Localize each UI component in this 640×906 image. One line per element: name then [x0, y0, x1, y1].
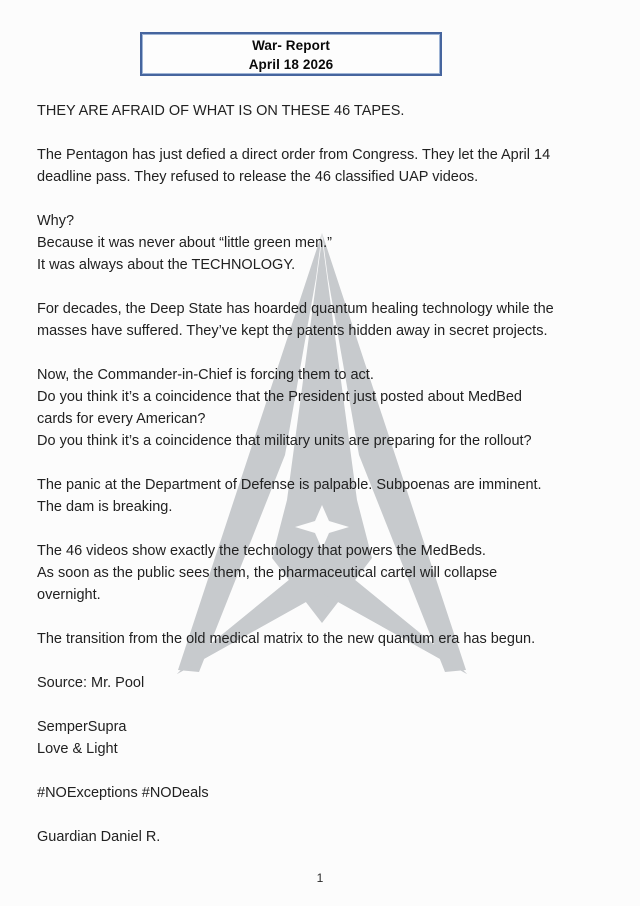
paragraph: Source: Mr. Pool [37, 675, 145, 691]
report-title: War- Report [252, 38, 330, 53]
paragraph: Now, the Commander-in-Chief is forcing them to act. Do you think it’s a coincidence that the President just posted about MedBed cards for every American? Do you think it’s a coincidence that military units are preparing for the rollout? [37, 367, 532, 449]
report-title-box [140, 32, 442, 76]
paragraph: The transition from the old medical matrix to the new quantum era has begun. [37, 631, 536, 647]
page-number: 1 [316, 871, 324, 885]
paragraph: SemperSupra Love & Light [37, 719, 127, 757]
paragraph: Why? Because it was never about “little green men.” It was always about the TECHNOLOGY. [37, 213, 332, 273]
paragraph: THEY ARE AFRAID OF WHAT IS ON THESE 46 TAPES. [37, 103, 405, 119]
paragraph: The 46 videos show exactly the technology that powers the MedBeds. As soon as the public sees them, the pharmaceutical cartel will collapse overnight. [37, 543, 498, 603]
paragraph: The panic at the Department of Defense is palpable. Subpoenas are imminent. The dam is breaking. [37, 477, 542, 515]
paragraph: #NOExceptions #NODeals [37, 785, 209, 801]
paragraph: The Pentagon has just defied a direct order from Congress. They let the April 14 deadline pass. They refused to release the 46 classified UAP videos. [37, 147, 551, 185]
body-paragraphs [37, 100, 617, 870]
paragraph: For decades, the Deep State has hoarded quantum healing technology while the masses have suffered. They’ve kept the patents hidden away in secret projects. [37, 301, 554, 339]
report-date: April 18 2026 [248, 57, 334, 72]
paragraph: Guardian Daniel R. [37, 829, 161, 845]
